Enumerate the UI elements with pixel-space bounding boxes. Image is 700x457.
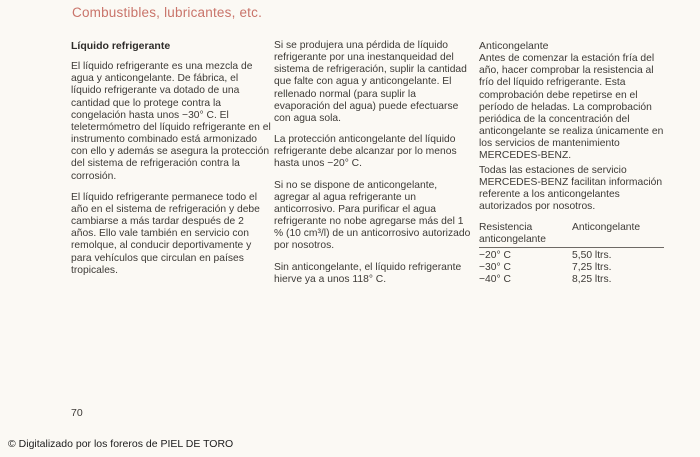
paragraph: Sin anticongelante, el líquido refrigerante hierve ya a unos 118° C. <box>274 261 462 285</box>
table-row <box>479 262 671 274</box>
section-heading: Líquido refrigerante <box>71 40 171 52</box>
paragraph: Antes de comenzar la estación fría del año, hacer comprobar la resistencia al frío del líquido refrigerante. Esta comprobación debe repetirse en el período de heladas. La comprobación periódica de la concentración del anticongelante se realiza únicamente en los servicios de mantenimiento MERCEDES-BENZ. <box>479 53 664 162</box>
column-1 <box>71 40 271 286</box>
column-header-resistance: Resistencia anticongelante <box>479 222 546 245</box>
column-2 <box>274 40 474 295</box>
antifreeze-table <box>479 222 671 285</box>
amount-cell: 7,25 ltrs. <box>572 261 612 273</box>
page-header-title: Combustibles, lubricantes, etc. <box>72 5 263 20</box>
table-row <box>479 274 671 286</box>
temperature-cell: −20° C <box>479 250 511 262</box>
paragraph: El líquido refrigerante permanece todo el año en el sistema de refrigeración y debe cambiarse a más tardar después de 2 años. Ello vale también en servicio con remolque, al conducir deportivamente y para vehículos que circulan en países tropicales. <box>71 191 260 276</box>
amount-cell: 8,25 ltrs. <box>572 273 612 285</box>
column-3 <box>479 40 671 286</box>
table-header <box>479 222 671 245</box>
paragraph: El líquido refrigerante es una mezcla de agua y anticongelante. De fábrica, el líquido refrigerante va dotado de una cantidad que lo protege contra la congelación hasta unos −30° C. El teletermómetro del líquido refrigerante en el instrumento combinado está armonizado con ello y además se asegura la protección del sistema de refrigeración contra la corrosión. <box>71 61 271 182</box>
temperature-cell: −30° C <box>479 261 511 273</box>
paragraph: Todas las estaciones de servicio MERCEDES-BENZ facilitan información referente a los anticongelantes autorizados por nosotros. <box>479 164 663 213</box>
table-row <box>479 250 671 262</box>
paragraph: Si se produjera una pérdida de líquido refrigerante por una inestanqueidad del sistema de refrigeración, suplir la cantidad que falte con agua y anticongelante. El rellenado normal (para suplir la evaporación del agua) puede efectuarse con agua sola. <box>274 40 467 124</box>
paragraph: Si no se dispone de anticongelante, agregar al agua refrigerante un anticorrosivo. Para purificar el agua refrigerante no nobe agregarse más del 1 % (10 cm³/l) de un anticorrosivo autorizado por nosotros. <box>274 179 471 252</box>
subsection-title: Anticongelante <box>479 40 549 52</box>
copyright-notice: © Digitalizado por los foreros de PIEL DE TORO <box>8 438 234 450</box>
temperature-cell: −40° C <box>479 273 511 285</box>
column-header-antifreeze: Anticongelante <box>572 222 641 234</box>
table-divider <box>479 247 664 248</box>
page-number: 70 <box>71 407 83 419</box>
paragraph: La protección anticongelante del líquido refrigerante debe alcanzar por lo menos hasta unos −20° C. <box>274 134 457 170</box>
amount-cell: 5,50 ltrs. <box>572 250 612 262</box>
